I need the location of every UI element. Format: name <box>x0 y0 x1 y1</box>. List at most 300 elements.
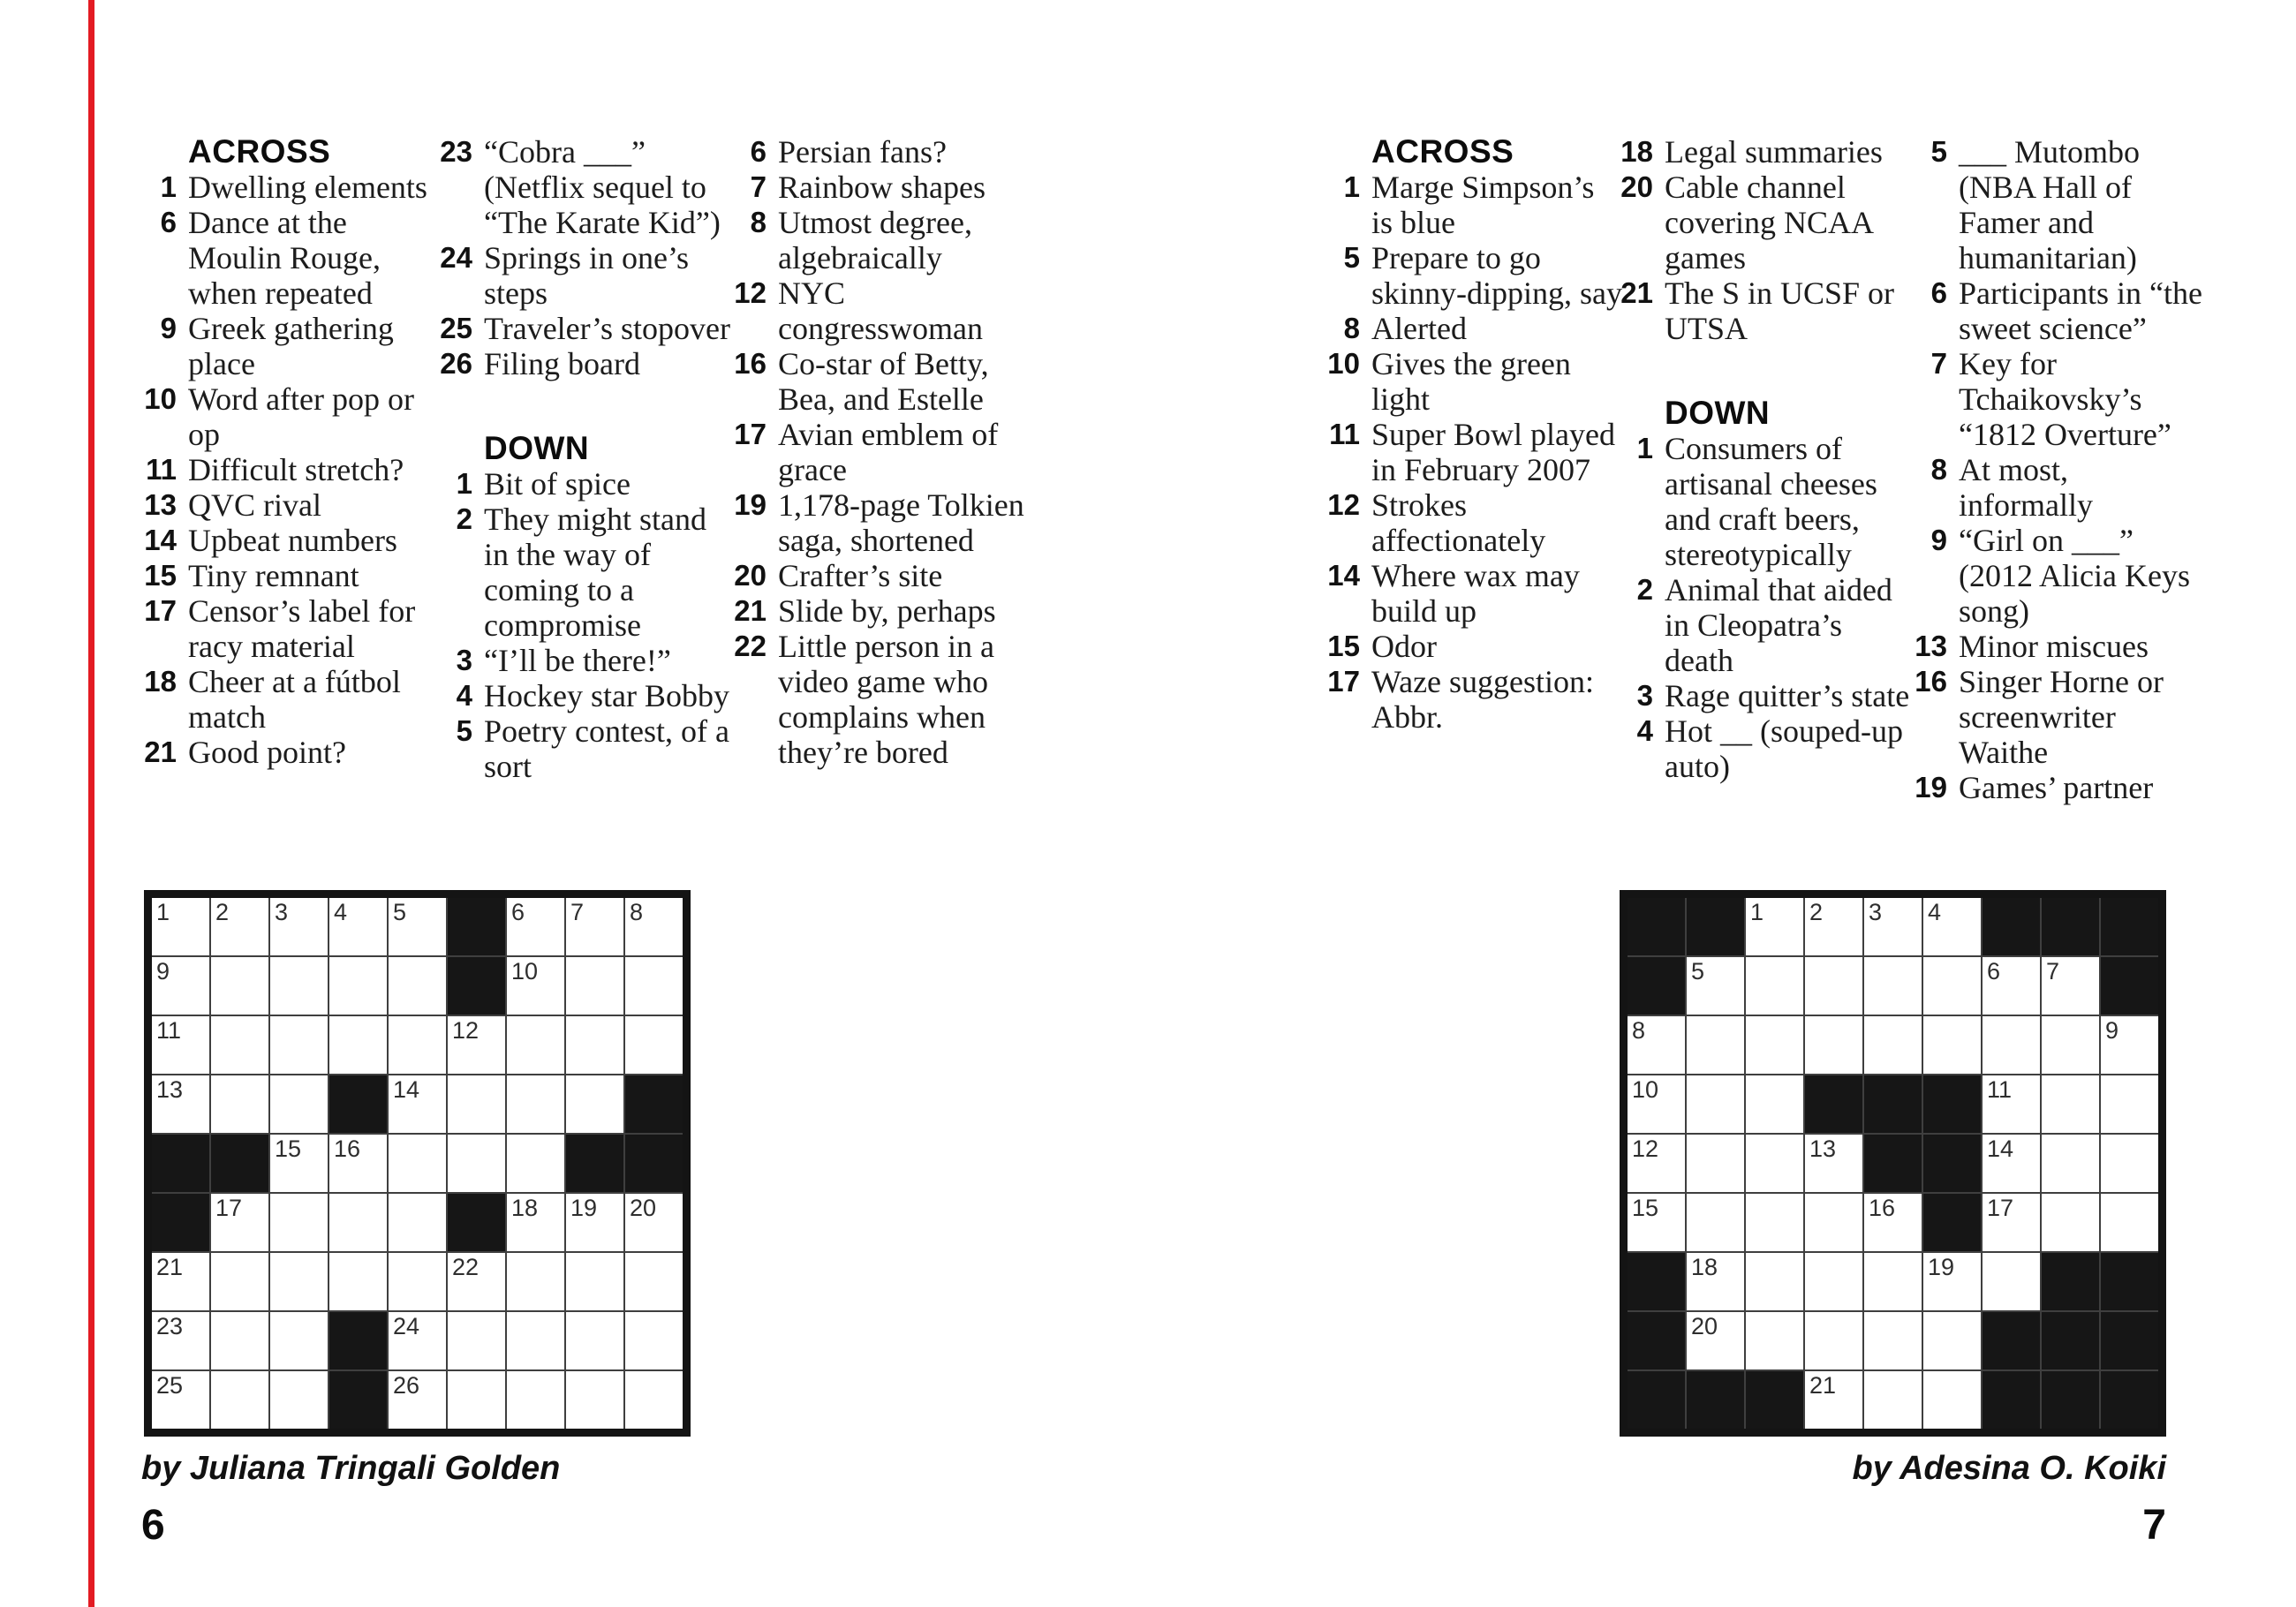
grid-cell <box>329 1253 387 1310</box>
clue-number: 24 <box>440 241 472 274</box>
clue-text: Poetry contest, of a sort <box>484 713 729 784</box>
grid-cell <box>566 1016 623 1074</box>
grid-cell <box>1805 957 1862 1015</box>
grid-cell-number: 15 <box>1632 1195 1659 1221</box>
grid-cell <box>1864 1194 1922 1251</box>
clue-text: Dance at the Moulin Rouge, when repeated <box>188 205 381 311</box>
grid-cell-number: 3 <box>1869 899 1883 925</box>
clue-text: Legal summaries <box>1665 134 1883 170</box>
grid-cell <box>329 1194 387 1251</box>
clue-number: 20 <box>1620 170 1653 203</box>
grid-cell <box>1983 1075 2040 1133</box>
clue-item <box>1899 770 2210 805</box>
clue-text: NYC congresswoman <box>778 275 983 346</box>
clue-item <box>1312 346 1623 417</box>
clue-item <box>719 417 1030 487</box>
grid-cell-number: 26 <box>393 1372 420 1399</box>
clue-number: 8 <box>1930 453 1947 486</box>
grid-cell <box>1983 1016 2040 1074</box>
grid-cell-number: 23 <box>156 1313 184 1339</box>
grid-cell <box>1687 1075 1744 1133</box>
clue-item <box>719 275 1030 346</box>
grid-cell-number: 7 <box>570 899 585 925</box>
grid-cell <box>625 1253 683 1310</box>
clue-number: 5 <box>1930 135 1947 168</box>
clue-item <box>1605 134 1916 170</box>
clue-text: Persian fans? <box>778 134 947 170</box>
page6-clue-column-2 <box>425 134 736 784</box>
grid-cell-black <box>2042 898 2099 955</box>
grid-cell <box>389 1016 446 1074</box>
clue-item <box>719 205 1030 275</box>
grid-cell <box>152 1016 209 1074</box>
grid-cell <box>270 1371 328 1429</box>
clue-number: 18 <box>1620 135 1653 168</box>
grid-cell-black <box>1628 1253 1685 1310</box>
grid-cell-black <box>211 1135 268 1192</box>
clue-item <box>129 170 440 205</box>
grid-cell-black <box>2042 1253 2099 1310</box>
grid-cell-number: 8 <box>630 899 644 925</box>
grid-cell-number: 25 <box>156 1372 184 1399</box>
grid-cell-number: 10 <box>511 958 539 985</box>
clue-text: Censor’s label for racy material <box>188 593 416 664</box>
clue-item <box>425 346 736 381</box>
grid-cell <box>1687 1194 1744 1251</box>
grid-cell-number: 3 <box>275 899 289 925</box>
clue-number: 17 <box>144 594 177 627</box>
grid-cell <box>507 1075 564 1133</box>
page7-clue-column-2 <box>1605 134 1916 784</box>
clue-number: 15 <box>144 559 177 592</box>
grid-cell-number: 19 <box>1928 1254 1955 1280</box>
clue-number: 10 <box>1327 347 1360 380</box>
grid-cell <box>389 957 446 1015</box>
grid-cell-number: 1 <box>1750 899 1764 925</box>
grid-cell-black <box>1864 1135 1922 1192</box>
grid-cell-black <box>1983 1312 2040 1369</box>
clue-text: Hot __ (souped-up auto) <box>1665 713 1903 784</box>
grid-cell <box>566 1194 623 1251</box>
grid-cell-black <box>625 1075 683 1133</box>
clue-item <box>1899 134 2210 275</box>
grid-cell <box>1746 1194 1803 1251</box>
grid-cell <box>1746 1135 1803 1192</box>
page6-page-number: 6 <box>141 1502 165 1549</box>
clue-item <box>425 713 736 784</box>
clue-number: 9 <box>1930 524 1947 556</box>
page7-clue-column-3 <box>1899 134 2210 805</box>
clue-text: Greek gathering place <box>188 311 394 381</box>
grid-cell <box>507 898 564 955</box>
grid-cell-number: 4 <box>334 899 348 925</box>
grid-cell <box>389 1253 446 1310</box>
grid-cell <box>152 1075 209 1133</box>
clue-number: 3 <box>1636 679 1653 712</box>
grid-cell <box>2101 1135 2158 1192</box>
grid-cell-number: 14 <box>393 1076 420 1103</box>
clue-item <box>425 678 736 713</box>
grid-cell-number: 20 <box>630 1195 657 1221</box>
grid-cell <box>152 1253 209 1310</box>
grid-cell-number: 4 <box>1928 899 1942 925</box>
clue-text: Word after pop or op <box>188 381 415 452</box>
clue-item <box>129 664 440 735</box>
grid-cell <box>1687 957 1744 1015</box>
grid-cell-number: 16 <box>1869 1195 1896 1221</box>
grid-cell <box>625 1371 683 1429</box>
grid-cell <box>1923 1016 1981 1074</box>
grid-cell-number: 18 <box>511 1195 539 1221</box>
clue-item <box>719 170 1030 205</box>
page7-crossword-grid <box>1620 890 2166 1437</box>
clue-item <box>129 452 440 487</box>
grid-cell <box>152 898 209 955</box>
clue-number: 14 <box>1327 559 1360 592</box>
clue-text: Bit of spice <box>484 466 631 502</box>
grid-cell-black <box>1746 1371 1803 1429</box>
grid-cell <box>270 1253 328 1310</box>
grid-cell <box>152 1312 209 1369</box>
grid-cell <box>625 1194 683 1251</box>
clue-item <box>1899 275 2210 346</box>
grid-cell-number: 2 <box>215 899 230 925</box>
clue-item <box>1605 275 1916 346</box>
grid-cell <box>211 1075 268 1133</box>
grid-cell-number: 9 <box>2105 1017 2119 1044</box>
grid-cell-black <box>625 1135 683 1192</box>
grid-cell <box>507 1194 564 1251</box>
grid-cell <box>507 957 564 1015</box>
grid-cell <box>1923 898 1981 955</box>
clue-item <box>1605 431 1916 572</box>
grid-cell-number: 9 <box>156 958 170 985</box>
clue-number: 1 <box>1343 170 1360 203</box>
clue-number: 4 <box>1636 714 1653 747</box>
clue-number: 19 <box>734 488 767 521</box>
clue-item <box>1899 664 2210 770</box>
grid-cell <box>1746 957 1803 1015</box>
clue-text: Cable channel covering NCAA games <box>1665 170 1872 275</box>
clue-text: Alerted <box>1371 311 1467 346</box>
clue-text: “Girl on ___” (2012 Alicia Keys song) <box>1959 523 2190 629</box>
clue-text: Filing board <box>484 346 640 381</box>
clue-number: 5 <box>456 714 472 747</box>
clue-text: 1,178-page Tolkien saga, shortened <box>778 487 1024 558</box>
grid-cell-number: 8 <box>1632 1017 1646 1044</box>
grid-cell-black <box>2101 1371 2158 1429</box>
clue-text: “I’ll be there!” <box>484 643 671 678</box>
clue-text: The S in UCSF or UTSA <box>1665 275 1895 346</box>
clue-number: 13 <box>144 488 177 521</box>
grid-cell-black <box>1628 1312 1685 1369</box>
clue-text: Strokes affectionately <box>1371 487 1546 558</box>
clue-item <box>129 487 440 523</box>
grid-cell <box>1628 1135 1685 1192</box>
clue-item <box>719 487 1030 558</box>
grid-cell-number: 22 <box>452 1254 480 1280</box>
grid-cell-black <box>2101 1253 2158 1310</box>
grid-cell-black <box>2101 957 2158 1015</box>
clue-number: 13 <box>1915 630 1947 662</box>
grid-cell-black <box>2042 1312 2099 1369</box>
clue-text: Gives the green light <box>1371 346 1571 417</box>
grid-cell-number: 12 <box>452 1017 480 1044</box>
grid-cell <box>566 957 623 1015</box>
clue-number: 3 <box>456 644 472 676</box>
grid-cell-number: 5 <box>393 899 407 925</box>
clue-item <box>719 558 1030 593</box>
grid-cell <box>1628 1075 1685 1133</box>
grid-cell <box>329 898 387 955</box>
grid-cell <box>211 1253 268 1310</box>
clue-text: Upbeat numbers <box>188 523 397 558</box>
clue-item <box>1605 170 1916 275</box>
clue-text: Dwelling elements <box>188 170 427 205</box>
clue-text: Waze suggestion: Abbr. <box>1371 664 1595 735</box>
grid-cell-black <box>1923 1075 1981 1133</box>
grid-cell <box>1983 1253 2040 1310</box>
grid-cell <box>211 1312 268 1369</box>
grid-cell <box>2042 1016 2099 1074</box>
grid-cell <box>2042 1135 2099 1192</box>
grid-cell <box>329 957 387 1015</box>
grid-cell <box>625 898 683 955</box>
clue-number: 5 <box>1343 241 1360 274</box>
clue-item <box>129 381 440 452</box>
grid-cell <box>1983 1135 2040 1192</box>
grid-cell-black <box>152 1135 209 1192</box>
grid-cell <box>566 1253 623 1310</box>
grid-cell-number: 17 <box>1987 1195 2014 1221</box>
grid-cell-black <box>1628 957 1685 1015</box>
grid-cell-number: 1 <box>156 899 170 925</box>
clue-item <box>1312 170 1623 240</box>
clue-text: Little person in a video game who complains when they’re bored <box>778 629 994 770</box>
grid-cell <box>448 1135 505 1192</box>
grid-cell <box>389 1194 446 1251</box>
grid-cell <box>1983 957 2040 1015</box>
clue-item <box>1605 713 1916 784</box>
clue-number: 21 <box>144 736 177 768</box>
grid-cell <box>1923 1253 1981 1310</box>
grid-cell-black <box>2101 1312 2158 1369</box>
clue-item <box>1312 487 1623 558</box>
clue-number: 22 <box>734 630 767 662</box>
grid-cell-number: 14 <box>1987 1135 2014 1162</box>
clue-item <box>1899 346 2210 452</box>
clue-number: 11 <box>1329 418 1360 450</box>
grid-cell-black <box>1805 1075 1862 1133</box>
clue-number: 16 <box>1915 665 1947 698</box>
clue-item <box>129 593 440 664</box>
clue-text: Games’ partner <box>1959 770 2154 805</box>
grid-cell <box>1805 1312 1862 1369</box>
clue-number: 12 <box>1327 488 1360 521</box>
grid-cell <box>1923 1371 1981 1429</box>
clue-number: 6 <box>160 206 177 238</box>
grid-cell-number: 5 <box>1691 958 1705 985</box>
clue-item <box>425 134 736 240</box>
grid-cell-number: 12 <box>1632 1135 1659 1162</box>
grid-cell <box>1805 1016 1862 1074</box>
clue-item <box>129 523 440 558</box>
grid-cell <box>329 1135 387 1192</box>
clue-number: 7 <box>1930 347 1947 380</box>
grid-cell <box>1746 1016 1803 1074</box>
grid-cell-number: 6 <box>1987 958 2001 985</box>
clue-item <box>129 311 440 381</box>
grid-cell <box>1746 1075 1803 1133</box>
grid-cell <box>270 1312 328 1369</box>
grid-cell <box>152 957 209 1015</box>
clue-text: Springs in one’s steps <box>484 240 690 311</box>
grid-cell <box>2042 1194 2099 1251</box>
grid-cell <box>211 1016 268 1074</box>
grid-cell-black <box>448 1194 505 1251</box>
grid-cell <box>1687 1253 1744 1310</box>
clue-number: 2 <box>1636 573 1653 606</box>
clue-item <box>719 593 1030 629</box>
grid-cell <box>270 1075 328 1133</box>
grid-cell <box>1864 1371 1922 1429</box>
grid-cell-black <box>1864 1075 1922 1133</box>
grid-cell <box>1923 957 1981 1015</box>
clue-text: Utmost degree, algebraically <box>778 205 972 275</box>
clue-text: Traveler’s stopover <box>484 311 730 346</box>
clue-text: Crafter’s site <box>778 558 943 593</box>
grid-cell-black <box>1628 1371 1685 1429</box>
clue-number: 2 <box>456 502 472 535</box>
grid-cell-black <box>1983 1371 2040 1429</box>
grid-cell <box>270 1135 328 1192</box>
grid-cell <box>1864 1312 1922 1369</box>
grid-cell-black <box>566 1135 623 1192</box>
clue-number: 15 <box>1327 630 1360 662</box>
grid-cell <box>2042 1075 2099 1133</box>
clue-number: 4 <box>456 679 472 712</box>
grid-cell <box>2101 1194 2158 1251</box>
clue-text: QVC rival <box>188 487 321 523</box>
clue-text: Prepare to go skinny-dipping, say <box>1371 240 1622 311</box>
clue-text: Consumers of artisanal cheeses and craft beers, stereotypically <box>1665 431 1877 572</box>
grid-cell-number: 11 <box>1987 1076 2013 1103</box>
grid-cell <box>1923 1312 1981 1369</box>
clue-item <box>425 502 736 643</box>
grid-cell-black <box>329 1312 387 1369</box>
page-edge-stripe <box>88 0 94 1607</box>
clue-text: Tiny remnant <box>188 558 359 593</box>
page7-clue-column-1 <box>1312 134 1623 735</box>
clue-number: 16 <box>734 347 767 380</box>
grid-cell-number: 13 <box>1809 1135 1837 1162</box>
clue-number: 6 <box>750 135 767 168</box>
grid-cell-number: 21 <box>156 1254 184 1280</box>
grid-cell <box>566 1371 623 1429</box>
page7-byline: by Adesina O. Koiki <box>1852 1450 2166 1487</box>
clue-text: ___ Mutombo (NBA Hall of Famer and humanitarian) <box>1959 134 2141 275</box>
clue-number: 18 <box>144 665 177 698</box>
clue-text: Participants in “the sweet science” <box>1959 275 2202 346</box>
grid-cell <box>1687 1135 1744 1192</box>
clue-item <box>129 735 440 770</box>
grid-cell <box>389 1312 446 1369</box>
clue-text: Avian emblem of grace <box>778 417 999 487</box>
grid-cell <box>1864 898 1922 955</box>
grid-cell <box>1864 957 1922 1015</box>
grid-cell-number: 21 <box>1809 1372 1837 1399</box>
grid-cell <box>507 1135 564 1192</box>
grid-cell-number: 15 <box>275 1135 302 1162</box>
grid-cell-black <box>2101 898 2158 955</box>
grid-cell-black <box>329 1075 387 1133</box>
grid-cell <box>2101 1075 2158 1133</box>
clue-item <box>1899 452 2210 523</box>
grid-cell <box>389 1075 446 1133</box>
clue-number: 6 <box>1930 276 1947 309</box>
grid-cell-number: 13 <box>156 1076 184 1103</box>
clue-text: Key for Tchaikovsky’s “1812 Overture” <box>1959 346 2171 452</box>
grid-cell <box>270 1016 328 1074</box>
clue-item <box>1605 572 1916 678</box>
grid-cell-number: 10 <box>1632 1076 1659 1103</box>
grid-cell <box>625 1016 683 1074</box>
clue-number: 21 <box>734 594 767 627</box>
clue-item <box>129 205 440 311</box>
clue-text: Slide by, perhaps <box>778 593 996 629</box>
clue-item <box>1312 417 1623 487</box>
clue-text: Singer Horne or screenwriter Waithe <box>1959 664 2164 770</box>
grid-cell <box>1805 1135 1862 1192</box>
grid-cell-black <box>448 957 505 1015</box>
clue-number: 23 <box>440 135 472 168</box>
grid-cell <box>1746 1253 1803 1310</box>
clue-item <box>129 558 440 593</box>
clue-item <box>425 466 736 502</box>
clue-text: Super Bowl played in February 2007 <box>1371 417 1615 487</box>
clue-number: 12 <box>734 276 767 309</box>
page6-crossword-grid <box>144 890 691 1437</box>
clue-number: 10 <box>144 382 177 415</box>
grid-cell-number: 7 <box>2046 958 2060 985</box>
clue-text: Rage quitter’s state <box>1665 678 1910 713</box>
grid-cell <box>1864 1253 1922 1310</box>
clue-number: 26 <box>440 347 472 380</box>
grid-cell <box>625 957 683 1015</box>
grid-cell <box>1746 898 1803 955</box>
clue-text: Where wax may build up <box>1371 558 1580 629</box>
clue-item <box>1312 664 1623 735</box>
clue-list-header-down: DOWN <box>484 430 590 466</box>
clue-number: 1 <box>160 170 177 203</box>
grid-cell-black <box>1983 898 2040 955</box>
grid-cell <box>152 1371 209 1429</box>
clue-text: They might stand in the way of coming to a compromise <box>484 502 706 643</box>
grid-cell <box>1864 1016 1922 1074</box>
grid-cell <box>211 1194 268 1251</box>
clue-text: “Cobra ___” (Netflix sequel to “The Karate Kid”) <box>484 134 721 240</box>
grid-cell <box>448 1371 505 1429</box>
grid-cell <box>329 1016 387 1074</box>
grid-cell-number: 24 <box>393 1313 420 1339</box>
grid-cell <box>389 898 446 955</box>
grid-cell-black <box>1923 1194 1981 1251</box>
grid-cell <box>507 1253 564 1310</box>
page6-byline: by Juliana Tringali Golden <box>141 1450 561 1487</box>
clue-number: 1 <box>1636 432 1653 464</box>
clue-number: 11 <box>146 453 177 486</box>
grid-cell <box>1805 1253 1862 1310</box>
